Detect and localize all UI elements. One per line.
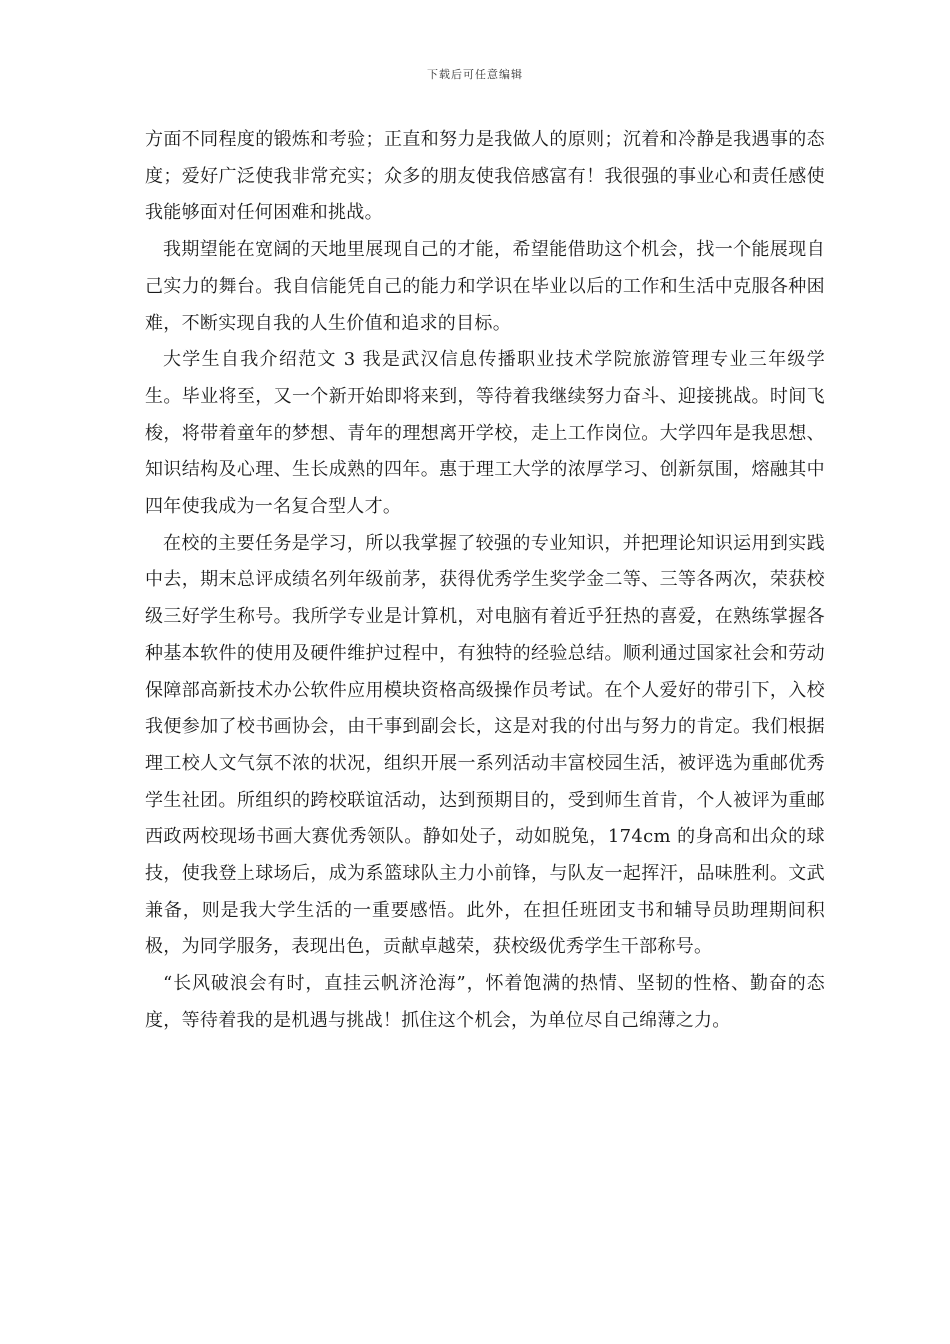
paragraph: 我期望能在宽阔的天地里展现自己的才能，希望能借助这个机会，找一个能展现自己实力的舞台。我自信能凭自己的能力和学识在毕业以后的工作和生活中克服各种困难，不断实现自我的人生价值和追求的目标。 <box>145 239 825 334</box>
paragraph: “长风破浪会有时，直挂云帆济沧海”，怀着饱满的热情、坚韧的性格、勤奋的态度，等待着我的是机遇与挑战！抓住这个机会，为单位尽自己绵薄之力。 <box>145 973 825 1031</box>
page-header: 下载后可任意编辑 <box>427 68 523 81</box>
paragraph: 大学生自我介绍范文 3 我是武汉信息传播职业技术学院旅游管理专业三年级学生。毕业将至，又一个新开始即将来到，等待着我继续努力奋斗、迎接挑战。时间飞梭，将带着童年的梦想、青年的理想离开学校，走上工作岗位。大学四年是我思想、知识结构及心理、生长成熟的四年。惠于理工大学的浓厚学习、创新氛围，熔融其中四年使我成为一名复合型人才。 <box>145 349 825 518</box>
paragraph: 方面不同程度的锻炼和考验；正直和努力是我做人的原则；沉着和冷静是我遇事的态度；爱好广泛使我非常充实；众多的朋友使我倍感富有！我很强的事业心和责任感使我能够面对任何困难和挑战。 <box>145 129 825 224</box>
document-body <box>145 122 825 1040</box>
paragraph: 在校的主要任务是学习，所以我掌握了较强的专业知识，并把理论知识运用到实践中去，期末总评成绩名列年级前茅，获得优秀学生奖学金二等、三等各两次，荣获校级三好学生称号。我所学专业是计算机，对电脑有着近乎狂热的喜爱，在熟练掌握各种基本软件的使用及硬件维护过程中，有独特的经验总结。顺利通过国家社会和劳动保障部高新技术办公软件应用模块资格高级操作员考试。在个人爱好的带引下，入校我便参加了校书画协会，由干事到副会长，这是对我的付出与努力的肯定。我们根据理工校人文气氛不浓的状况，组织开展一系列活动丰富校园生活，被评选为重邮优秀学生社团。所组织的跨校联谊活动，达到预期目的，受到师生首肯，个人被评为重邮西政两校现场书画大赛优秀领队。静如处子，动如脱兔，174cm 的身高和出众的球技，使我登上球场后，成为系篮球队主力小前锋，与队友一起挥汗，品味胜利。文武兼备，则是我大学生活的一重要感悟。此外，在担任班团支书和辅导员助理期间积极，为同学服务，表现出色，贡献卓越荣，获校级优秀学生干部称号。 <box>145 532 825 958</box>
